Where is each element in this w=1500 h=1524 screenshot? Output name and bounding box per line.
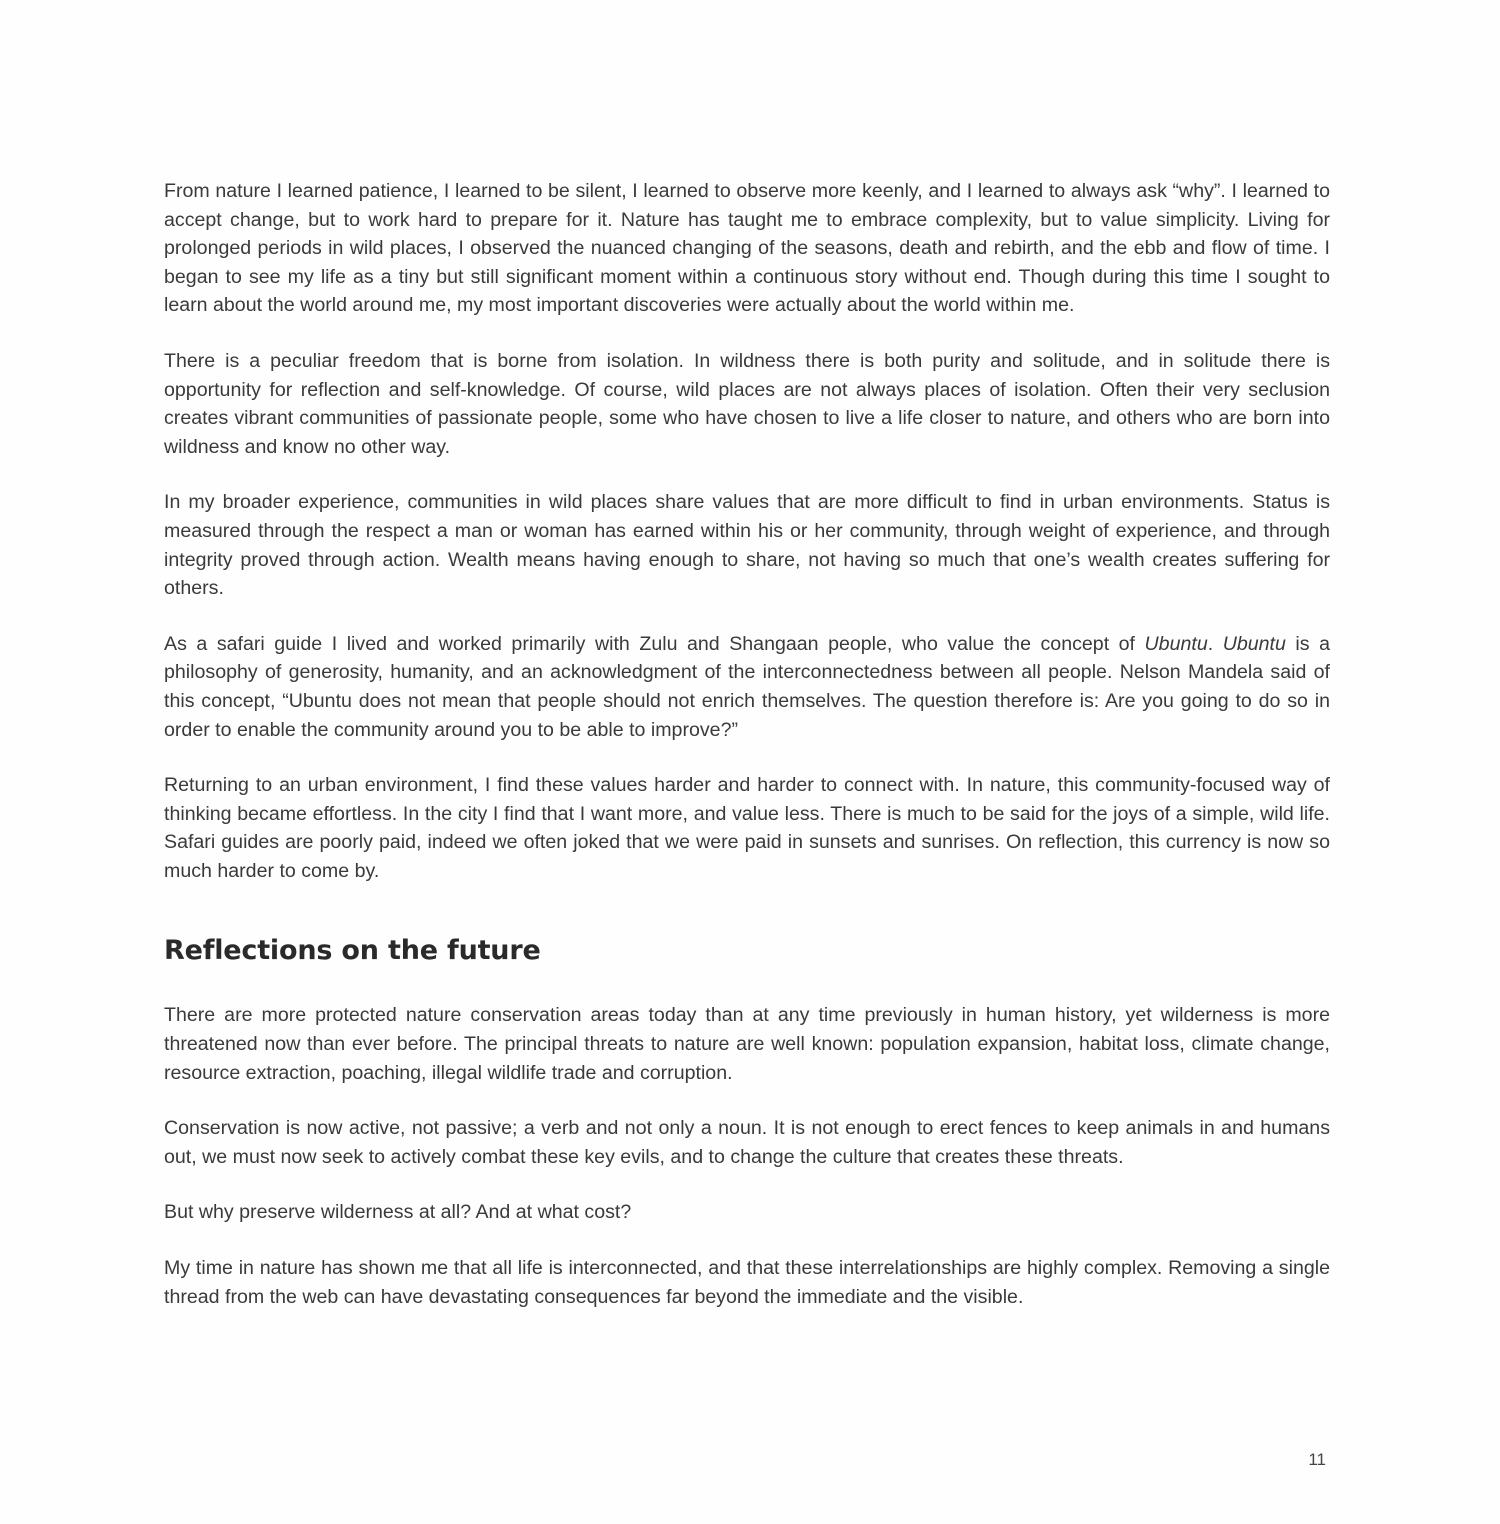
paragraph-urban-return: Returning to an urban environment, I find these values harder and harder to connect with. In nature, this community-focused way of thinking became effortless. In the city I find that I want more, and value less. There is much to be said for the joys of a simple, wild life. Safari guides are poorly paid, indeed we often joked that we were paid in sunsets and sunrises. On reflection, this currency is now so much harder to come by.: [164, 774, 1330, 882]
paragraph-why-preserve: But why preserve wilderness at all? And at what cost?: [164, 1201, 632, 1224]
ubuntu-text-part-1: As a safari guide I lived and worked primarily with Zulu and Shangaan people, who value the concept of: [164, 632, 1145, 655]
paragraph-nature-lessons: From nature I learned patience, I learned to be silent, I learned to observe more keenly, and I learned to always ask “why”. I learned to accept change, but to work hard to prepare for it. Nature has taught me to embrace complexity, but to value simplicity. Living for prolonged periods in wild places, I observed the nuanced changing of the seasons, death and rebirth, and the ebb and flow of time. I began to see my life as a tiny but still significant moment within a continuous story without end. Though during this time I sought to learn about the world around me, my most important discoveries were actually about the world within me.: [164, 180, 1330, 317]
paragraph-ubuntu: [164, 630, 1330, 744]
section-heading: Reflections on the future: [164, 935, 541, 967]
ubuntu-text-part-3: is a philosophy of generosity, humanity, and an acknowledgment of the interconnectedness between all people. Nelson Mandela said of this concept, “Ubuntu does not mean that people should not enrich themselves. The question therefore is: Are you going to do so in order to enable the community around you to be able to improve?”: [164, 632, 1330, 741]
paragraph-isolation-freedom: There is a peculiar freedom that is borne from isolation. In wildness there is both purity and solitude, and in solitude there is opportunity for reflection and self-knowledge. Of course, wild places are not always places of isolation. Often their very seclusion creates vibrant communities of passionate people, some who have chosen to live a life closer to nature, and others who are born into wildness and know no other way.: [164, 349, 1330, 458]
page-content: [164, 177, 1330, 1311]
paragraph-community-values: In my broader experience, communities in wild places share values that are more difficult to find in urban environments. Status is measured through the respect a man or woman has earned within his or her community, through weight of experience, and through integrity proved through action. Wealth means having enough to share, not having so much that one’s wealth creates suffering for others.: [164, 491, 1330, 600]
ubuntu-text-part-2: .: [1207, 632, 1223, 655]
ubuntu-term-italic-second: Ubuntu: [1222, 632, 1286, 655]
paragraph-conservation-threats: There are more protected nature conservation areas today than at any time previously in human history, yet wilderness is more threatened now than ever before. The principal threats to nature are well known: population expansion, habitat loss, climate change, resource extraction, poaching, illegal wildlife trade and corruption.: [164, 1004, 1330, 1084]
page-number: 11: [1308, 1450, 1326, 1469]
paragraph-interconnected-life: My time in nature has shown me that all life is interconnected, and that these interrelationships are highly complex. Removing a single thread from the web can have devastating consequences far beyond the immediate and the visible.: [164, 1257, 1330, 1308]
paragraph-active-conservation: Conservation is now active, not passive; a verb and not only a noun. It is not enough to erect fences to keep animals in and humans out, we must now seek to actively combat these key evils, and to change the culture that creates these threats.: [164, 1117, 1330, 1168]
ubuntu-term-italic: Ubuntu: [1144, 632, 1208, 655]
